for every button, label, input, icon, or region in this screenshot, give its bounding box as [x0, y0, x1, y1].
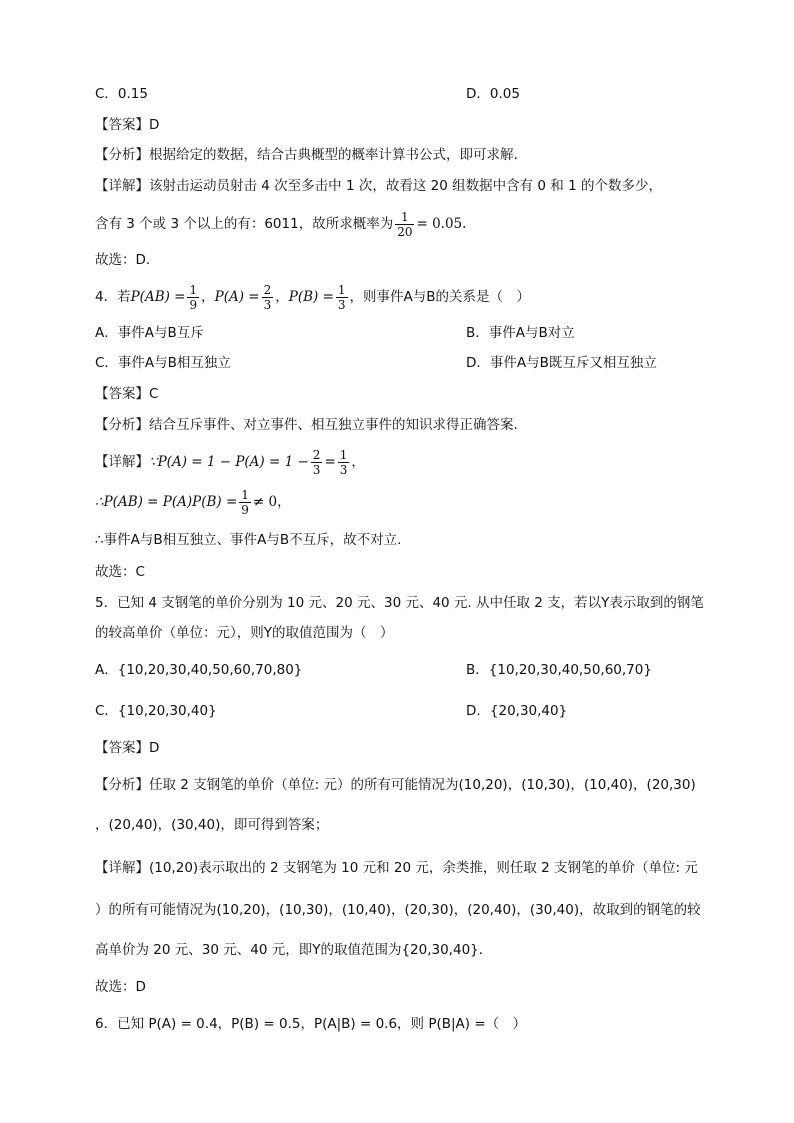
answer-tag: 【答案】: [95, 386, 149, 402]
q5-stem-2: [95, 623, 734, 643]
fraction-denominator: 3: [312, 462, 321, 477]
stem-text: ，则事件A与B的关系是（ ）: [349, 289, 531, 305]
answer-value: C: [149, 386, 159, 402]
choose-text: 故选：D.: [95, 252, 151, 268]
q5-answer: [95, 738, 734, 758]
q5-option-b: B．{10,20,30,40,50,60,70}: [466, 662, 652, 678]
fraction-numerator: 1: [339, 447, 348, 462]
fraction-numerator: 1: [395, 210, 414, 225]
fraction-denominator: 9: [241, 502, 249, 517]
detail-text: ）的所有可能情况为(10,20)，(10,30)，(10,40)，(20,30)，(20,40)，(30,40)，故取到的钢笔的较: [95, 902, 701, 918]
analysis-text: 结合互斥事件、对立事件、相互独立事件的知识求得正确答案.: [149, 417, 518, 433]
detail-tag: 【详解】: [95, 860, 149, 876]
q3-analysis: [95, 145, 734, 165]
analysis-tag: 【分析】: [95, 147, 149, 163]
math-expr: P(B) =: [288, 289, 334, 305]
stem-text: 5．已知 4 支钢笔的单价分别为 10 元、20 元、30 元、40 元. 从中任取 2 支，若以Y表示取到的钢笔: [95, 595, 704, 611]
q4-answer: [95, 384, 734, 404]
q5-option-c: C．{10,20,30,40}: [95, 703, 217, 719]
q3-detail-2: [95, 207, 734, 241]
q5-stem-1: [95, 593, 734, 613]
detail-text: 高单价为 20 元、30 元、40 元，即Y的取值范围为{20,30,40}．: [95, 942, 493, 958]
choose-text: 故选：C: [95, 564, 145, 580]
q5-choose: [95, 977, 734, 997]
q4-detail-2: [95, 485, 734, 519]
analysis-text: 根据给定的数据，结合古典概型的概率计算书公式，即可求解.: [149, 147, 518, 163]
analysis-tag: 【分析】: [95, 777, 149, 793]
q3-answer: [95, 115, 734, 135]
punctuation: ，: [351, 454, 365, 470]
detail-text: 含有 3 个或 3 个以上的有：6011，故所求概率为: [95, 216, 394, 232]
fraction-denominator: 3: [337, 297, 346, 312]
fraction: [262, 283, 274, 312]
q5-analysis-2: [95, 815, 734, 835]
answer-tag: 【答案】: [95, 740, 149, 756]
q5-analysis-1: [95, 775, 734, 795]
q4-options-row-1: [95, 323, 734, 343]
analysis-text: 任取 2 支钢笔的单价（单位: 元）的所有可能情况为(10,20)，(10,30)，(10,40)，(20,30): [149, 777, 696, 793]
fraction-denominator: 20: [397, 224, 413, 239]
detail-text: = 0.05.: [416, 216, 467, 232]
fraction: [239, 488, 251, 517]
analysis-text: ，(20,40)，(30,40)，即可得到答案；: [95, 817, 329, 833]
math-expr: P(A) =: [214, 289, 260, 305]
q3-option-c: C．0.15: [95, 86, 148, 102]
analysis-tag: 【分析】: [95, 417, 149, 433]
math-expr: ∴P(AB) = P(A)P(B) =: [95, 494, 238, 510]
fraction-numerator: 1: [337, 282, 346, 297]
equals-sign: =: [324, 454, 336, 470]
q5-options-row-1: [95, 660, 734, 680]
answer-value: D: [149, 740, 160, 756]
fraction-numerator: 2: [263, 282, 272, 297]
q3-choose: [95, 250, 734, 270]
q4-option-a: A．事件A与B互斥: [95, 325, 204, 341]
detail-tag: 【详解】: [95, 178, 149, 194]
fraction-denominator: 9: [189, 297, 198, 312]
fraction-denominator: 3: [263, 297, 272, 312]
detail-tag: 【详解】: [95, 454, 149, 470]
math-expr: P(AB) =: [130, 289, 186, 305]
fraction: [311, 448, 323, 477]
choose-text: 故选：D: [95, 979, 146, 995]
q5-option-d: D．{20,30,40}: [466, 703, 568, 719]
q4-options-row-2: [95, 353, 734, 373]
q5-detail-3: [95, 940, 734, 960]
q4-choose: [95, 562, 734, 582]
q3-detail-1: [95, 176, 734, 196]
math-expr: ∵P(A) = 1 − P(A) = 1 −: [149, 454, 309, 470]
detail-text: 该射击运动员射击 4 次至多击中 1 次，故看这 20 组数据中含有 0 和 1 的个数多少，: [149, 178, 662, 194]
q6-stem: [95, 1014, 734, 1034]
q4-option-d: D．事件A与B既互斥又相互独立: [466, 355, 657, 371]
q4-stem: 4．若P(AB) = $\frac{1}{9}$ ，P(A) = $\frac{2}{3}$ ，P(B) = $\frac{1}{3}$ ，则事件A与B的关系是（ ）: [95, 282, 531, 312]
detail-text: (10,20)表示取出的 2 支钢笔为 10 元和 20 元，余类推，则任取 2 支钢笔的单价（单位: 元: [149, 860, 698, 876]
q4-option-c: C．事件A与B相互独立: [95, 355, 231, 371]
q5-detail-2: [95, 900, 734, 920]
q4-option-b: B．事件A与B对立: [466, 325, 575, 341]
fraction: [338, 448, 350, 477]
fraction-numerator: 1: [241, 487, 249, 502]
fraction: [336, 283, 348, 312]
answer-tag: 【答案】: [95, 117, 149, 133]
fraction: [395, 210, 414, 239]
q5-options-row-2: [95, 701, 734, 721]
fraction-numerator: 1: [189, 282, 198, 297]
q3-option-d: D．0.05: [466, 86, 520, 102]
q5-option-a: A．{10,20,30,40,50,60,70,80}: [95, 662, 303, 678]
fraction-numerator: 2: [312, 447, 321, 462]
q4-detail-3: [95, 530, 734, 550]
fraction: [187, 283, 199, 312]
q5-detail-1: [95, 858, 734, 878]
stem-text: 6．已知 P(A) = 0.4，P(B) = 0.5，P(A|B) = 0.6，则 P(B|A) =（ ）: [95, 1016, 527, 1032]
q3-options-row: [95, 84, 734, 104]
detail-text: ∴事件A与B相互独立、事件A与B不互斥，故不对立.: [95, 532, 402, 548]
q4-analysis: [95, 415, 734, 435]
stem-text: 的较高单价（单位：元），则Y的取值范围为（ ）: [95, 625, 394, 641]
math-expr: ≠ 0，: [252, 494, 291, 510]
fraction-denominator: 3: [339, 462, 348, 477]
stem-number: 4．若: [95, 289, 131, 305]
q4-detail-1: [95, 445, 734, 479]
answer-value: D: [149, 117, 160, 133]
